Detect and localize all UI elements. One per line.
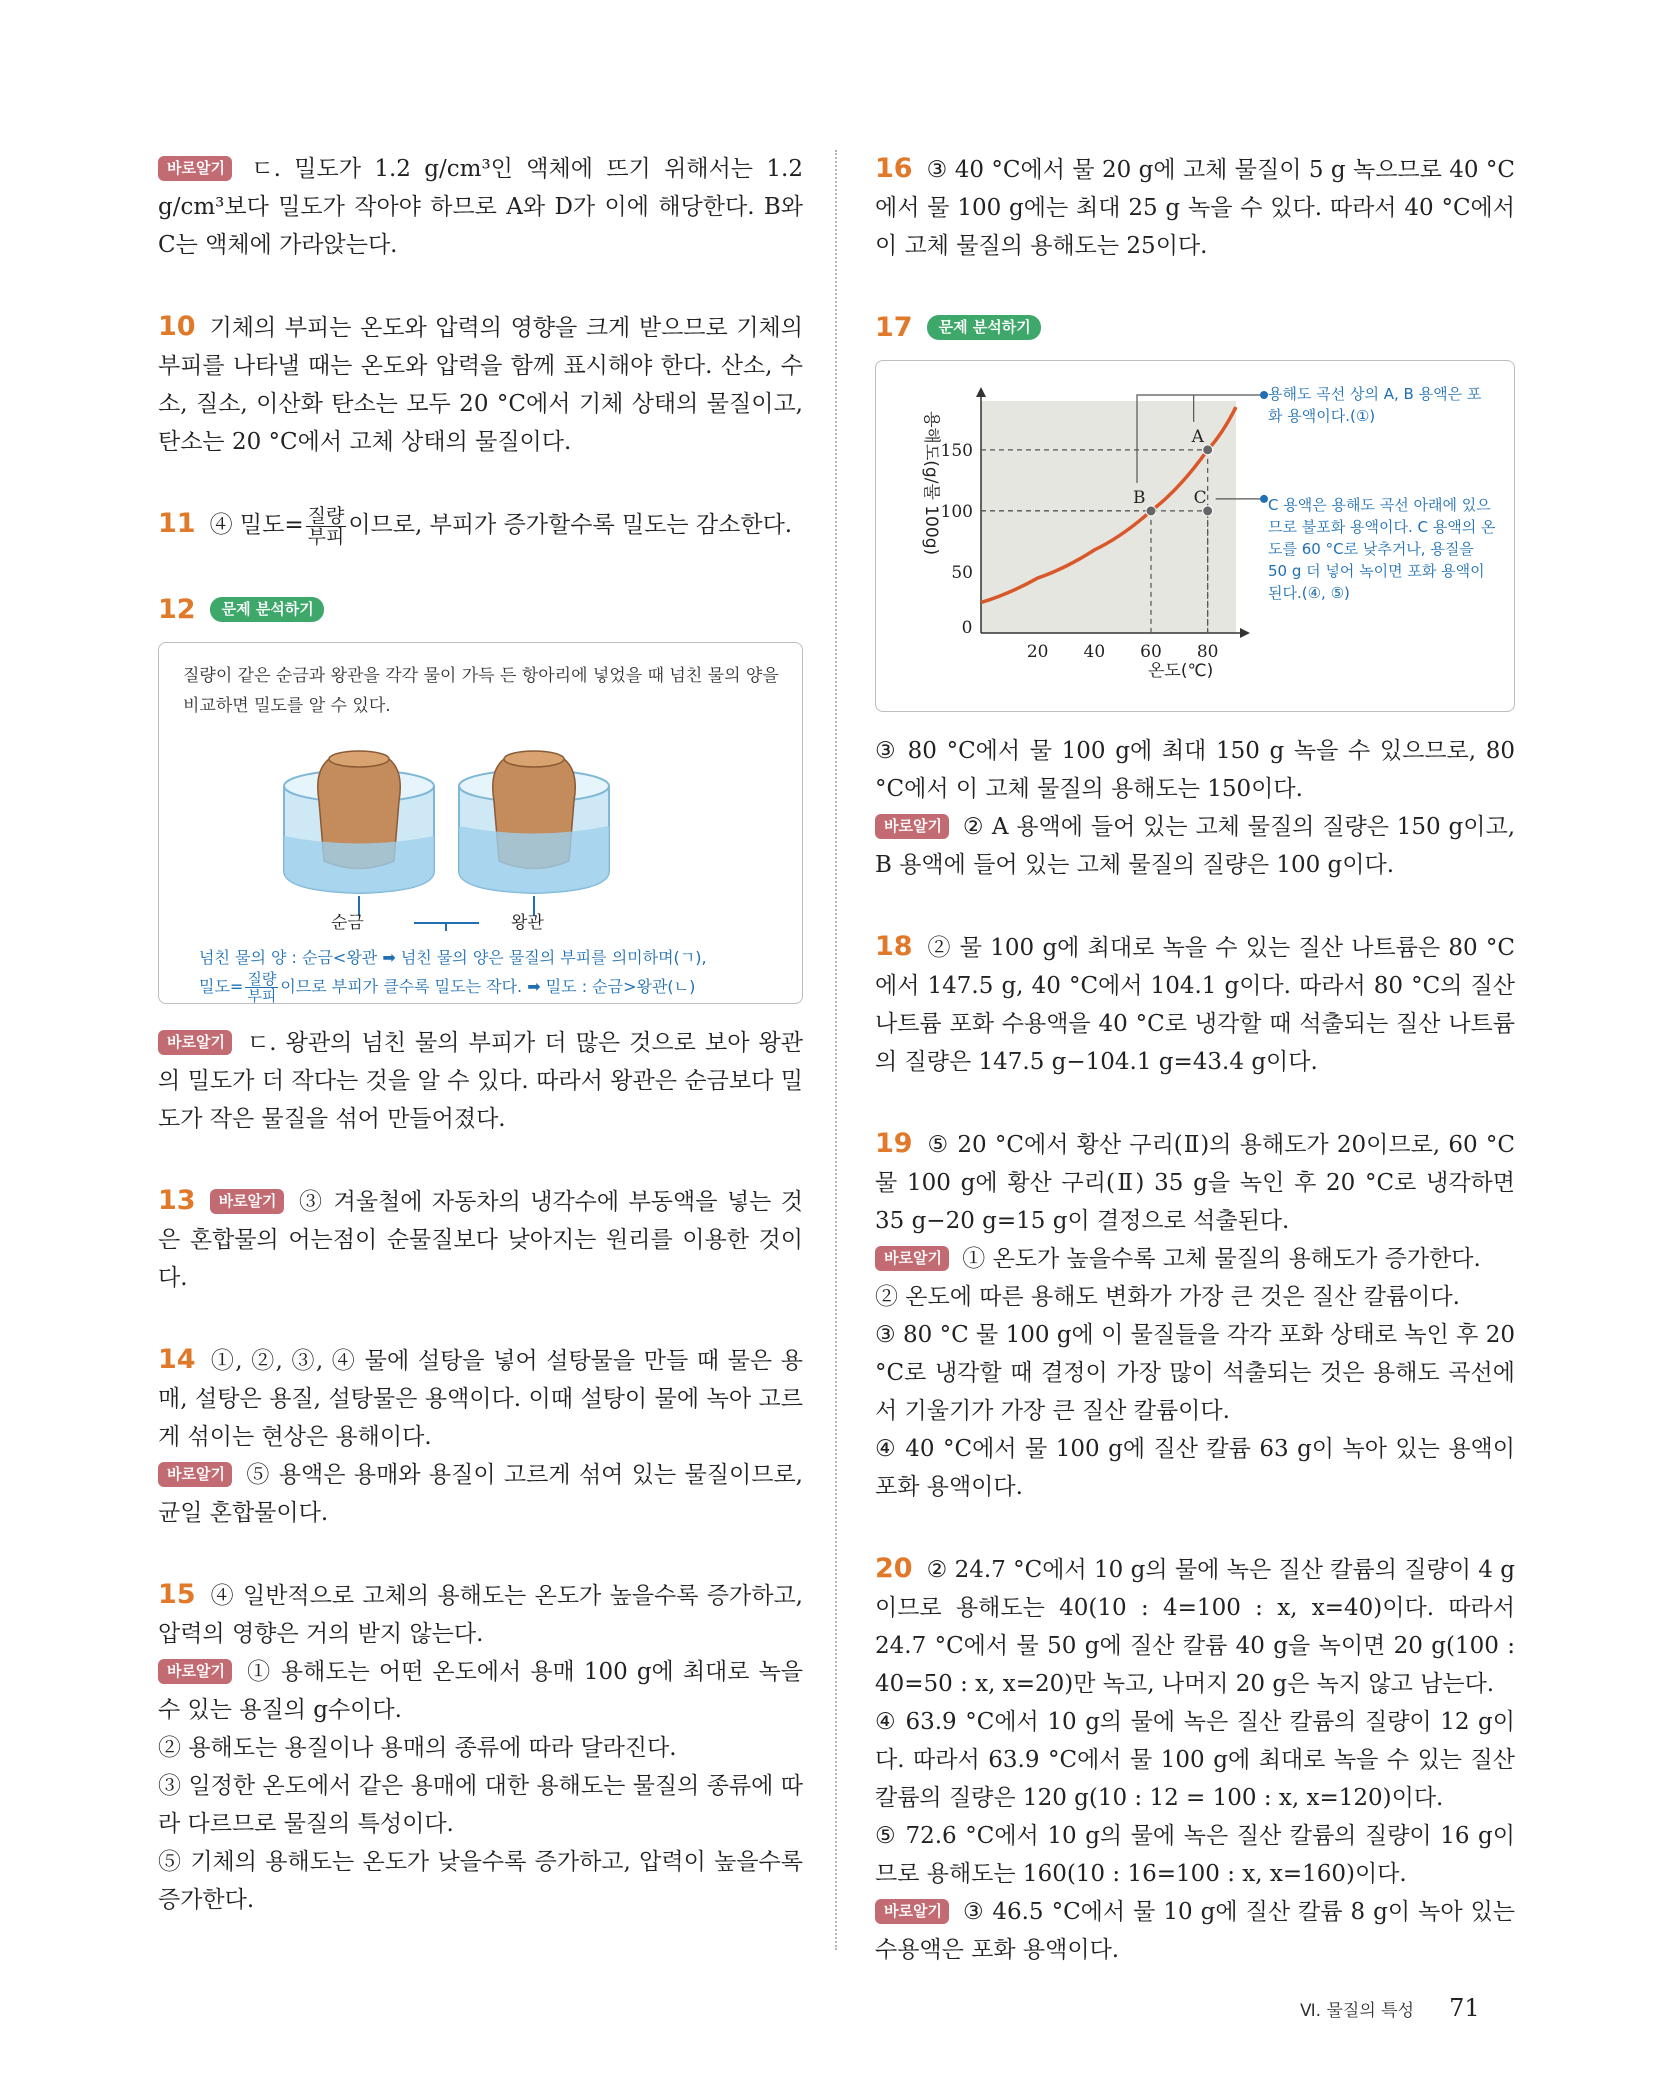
question-19 xyxy=(875,1125,1515,1506)
question-text: 이므로, 부피가 증가할수록 밀도는 감소한다. xyxy=(348,512,793,538)
fraction-denominator: 부피 xyxy=(307,525,345,548)
crown-label: 왕관 xyxy=(511,912,544,933)
explain-tag: 바로알기 xyxy=(158,1659,232,1684)
note-text: 이므로 부피가 클수록 밀도는 작다. ➡ 밀도 : 순금>왕관(ㄴ) xyxy=(280,976,696,996)
question-number: 15 xyxy=(158,1578,196,1610)
x-axis-arrow xyxy=(1240,628,1250,638)
question-20 xyxy=(875,1550,1515,1969)
y-axis-arrow xyxy=(976,387,986,397)
q15-explain-5: ⑤ 기체의 용해도는 온도가 낮을수록 증가하고, 압력이 높을수록 증가한다. xyxy=(158,1848,803,1913)
question-number: 14 xyxy=(158,1343,196,1375)
q19-explain-1: ① 온도가 높을수록 고체 물질의 용해도가 증가한다. xyxy=(962,1246,1481,1272)
question-number: 12 xyxy=(158,593,196,625)
left-column xyxy=(158,150,803,1963)
question-12 xyxy=(158,591,803,1138)
question-11 xyxy=(158,505,803,547)
fraction-numerator: 질량 xyxy=(247,969,277,988)
q19-explain-2: ② 온도에 따른 용해도 변화가 가장 큰 것은 질산 칼륨이다. xyxy=(875,1284,1460,1310)
q19-explain-3: ③ 80 °C 물 100 g에 이 물질들을 각각 포화 상태로 녹인 후 20 °C로 냉각할 때 결정이 가장 많이 석출되는 것은 용해도 곡선에서 기울기가 가장 큰 질산 칼륨이다. xyxy=(875,1322,1515,1424)
question-number: 18 xyxy=(875,931,913,962)
solubility-chart-box xyxy=(875,360,1515,712)
x-tick-label: 0 xyxy=(961,618,973,638)
explain-tag: 바로알기 xyxy=(875,814,949,839)
page-number: 71 xyxy=(1449,1994,1480,2022)
q12-explain-text: ㄷ. 왕관의 넘친 물의 부피가 더 많은 것으로 보아 왕관의 밀도가 더 작다는 것을 알 수 있다. 따라서 왕관은 순금보다 밀도가 작은 물질을 섞어 만들어졌다. xyxy=(158,1029,803,1132)
analysis-tag: 문제 분석하기 xyxy=(210,597,324,622)
leader-dot xyxy=(1260,391,1268,399)
x-tick-label: 40 xyxy=(1083,642,1106,662)
point-label-a: A xyxy=(1191,426,1204,447)
column-divider xyxy=(835,150,837,1950)
question-18 xyxy=(875,928,1515,1081)
q17-text: ③ 80 °C에서 물 100 g에 최대 150 g 녹을 수 있으므로, 80 °C에서 이 고체 물질의 용해도는 150이다. xyxy=(875,738,1515,802)
fraction-numerator: 질량 xyxy=(307,504,345,527)
question-text: ③ 40 °C에서 물 20 g에 고체 물질이 5 g 녹으므로 40 °C에서 물 100 g에는 최대 25 g 녹을 수 있다. 따라서 40 °C에서 이 고체 물질의 용해도는 25이다. xyxy=(875,157,1515,259)
point-a xyxy=(1203,445,1213,455)
question-text: ⑤ 20 °C에서 황산 구리(Ⅱ)의 용해도가 20이므로, 60 °C 물 100 g에 황산 구리(Ⅱ) 35 g을 녹인 후 20 °C로 냉각하면 35 g−20 g=15 g이 결정으로 석출된다. xyxy=(875,1132,1515,1234)
y-tick-label: 100 xyxy=(940,501,973,522)
q20-text-5: ⑤ 72.6 °C에서 10 g의 물에 녹은 질산 칼륨의 질량이 16 g이므로 용해도는 160(10 : 16=100 : x, x=160)이다. xyxy=(875,1823,1515,1887)
explain-tag: 바로알기 xyxy=(875,1899,949,1924)
question-number: 13 xyxy=(158,1184,196,1216)
question-16 xyxy=(875,150,1515,265)
q15-explain-2: ② 용해도는 용질이나 용매의 종류에 따라 달라진다. xyxy=(158,1734,677,1761)
q19-explain-4: ④ 40 °C에서 물 100 g에 질산 칼륨 63 g이 녹아 있는 용액이 포화 용액이다. xyxy=(875,1436,1515,1500)
question-number: 20 xyxy=(875,1553,913,1584)
box-text: 질량이 같은 순금과 왕관을 각각 물이 가득 든 항아리에 넣었을 때 넘친 물의 양을 비교하면 밀도를 알 수 있다. xyxy=(183,665,779,716)
question-number: 16 xyxy=(875,153,913,184)
gold-label: 순금 xyxy=(331,912,364,933)
density-fraction xyxy=(306,506,347,547)
q9-explanation xyxy=(158,150,803,264)
q14-explain-text: ⑤ 용액은 용매와 용질이 고르게 섞여 있는 물질이므로, 균일 혼합물이다. xyxy=(158,1461,803,1526)
note-text: 밀도= xyxy=(199,976,244,996)
crown-experiment-box xyxy=(158,642,803,1004)
x-tick-label: 20 xyxy=(1026,642,1049,662)
question-13 xyxy=(158,1182,803,1297)
question-text: ③ 겨울철에 자동차의 냉각수에 부동액을 넣는 것은 혼합물의 어는점이 순물질보다 낮아지는 원리를 이용한 것이다. xyxy=(158,1188,803,1291)
question-number: 19 xyxy=(875,1128,913,1159)
right-column xyxy=(875,150,1515,2013)
question-text: ④ 일반적으로 고체의 용해도는 온도가 높을수록 증가하고, 압력의 영향은 거의 받지 않는다. xyxy=(158,1582,803,1647)
point-label-c: C xyxy=(1193,487,1207,508)
chart-ylabel: 용해도(g/물 100g) xyxy=(921,411,941,556)
explain-tag: 바로알기 xyxy=(158,1030,232,1055)
question-text: ② 물 100 g에 최대로 녹을 수 있는 질산 나트륨은 80 °C에서 147.5 g, 40 °C에서 104.1 g이다. 따라서 80 °C의 질산 나트륨 포화 수용액을 40 °C로 냉각할 때 석출되는 질산 나트륨의 질량은 147.5 g−104.1 g=43.4 g이다. xyxy=(875,935,1515,1075)
x-tick-label: 80 xyxy=(1196,642,1219,662)
box-note-1: 넘친 물의 양 : 순금<왕관 ➡ 넘친 물의 양은 물질의 부피를 의미하며(ㄱ), xyxy=(199,947,707,967)
y-tick-label: 50 xyxy=(951,562,973,583)
x-tick-label: 60 xyxy=(1140,642,1162,662)
leader-dot xyxy=(1260,495,1268,503)
question-text: 기체의 부피는 온도와 압력의 영향을 크게 받으므로 기체의 부피를 나타낼 때는 온도와 압력을 함께 표시해야 한다. 산소, 수소, 질소, 이산화 탄소는 모두 20 °C에서 기체 상태의 물질이고, 탄소는 20 °C에서 고체 상태의 물질이다. xyxy=(158,315,803,455)
question-text: ② 24.7 °C에서 10 g의 물에 녹은 질산 칼륨의 질량이 4 g이므로 용해도는 40(10 : 4=100 : x, x=40)이다. 따라서 24.7 °C에서 물 50 g에 질산 칼륨 40 g을 녹이면 20 g(100 : 40=50 : x, x=20)만 녹고, 나머지 20 g은 녹지 않고 남는다. xyxy=(875,1557,1515,1697)
explain-tag: 바로알기 xyxy=(158,156,232,181)
question-text: ①, ②, ③, ④ 물에 설탕을 넣어 설탕물을 만들 때 물은 용매, 설탕은 용질, 설탕물은 용액이다. 이때 설탕이 물에 녹아 고르게 섞이는 현상은 용해이다. xyxy=(158,1347,803,1450)
q15-explain-3: ③ 일정한 온도에서 같은 용매에 대한 용해도는 물질의 종류에 따라 다르므로 물질의 특성이다. xyxy=(158,1772,803,1837)
explain-tag: 바로알기 xyxy=(210,1189,284,1214)
gold-basin xyxy=(284,751,434,893)
q9-explain-text: ㄷ. 밀도가 1.2 g/cm³인 액체에 뜨기 위해서는 1.2 g/cm³보다 밀도가 작아야 하므로 A와 D가 이에 해당한다. B와 C는 액체에 가라앉는다. xyxy=(158,156,803,258)
analysis-tag: 문제 분석하기 xyxy=(927,315,1041,340)
crown-experiment-illustration xyxy=(159,731,804,931)
y-tick-label: 150 xyxy=(940,440,973,461)
question-17 xyxy=(875,309,1515,884)
question-15 xyxy=(158,1576,803,1919)
q20-text-4: ④ 63.9 °C에서 10 g의 물에 녹은 질산 칼륨의 질량이 12 g이다. 따라서 63.9 °C에서 물 100 g에 최대로 녹을 수 있는 질산 칼륨의 질량은 120 g(10 : 12 = 100 : x, x=120)이다. xyxy=(875,1709,1515,1811)
question-number: 11 xyxy=(158,508,196,539)
question-text: ④ 밀도= xyxy=(209,512,304,538)
point-label-b: B xyxy=(1133,487,1146,508)
point-b xyxy=(1146,506,1156,516)
density-fraction xyxy=(245,971,278,1004)
chapter-title: Ⅵ. 물질의 특성 xyxy=(1300,2001,1415,2021)
question-number: 17 xyxy=(875,312,913,343)
q17-explain-text: ② A 용액에 들어 있는 고체 물질의 질량은 150 g이고, B 용액에 들어 있는 고체 물질의 질량은 100 g이다. xyxy=(875,814,1516,878)
question-number: 10 xyxy=(158,311,196,342)
q20-explain-text: ③ 46.5 °C에서 물 10 g에 질산 칼륨 8 g이 녹아 있는 수용액은 포화 용액이다. xyxy=(875,1899,1516,1963)
explain-tag: 바로알기 xyxy=(875,1246,949,1271)
chart-xlabel: 온도(℃) xyxy=(1148,661,1214,681)
crown-basin xyxy=(459,751,609,893)
q15-explain-1: ① 용해도는 어떤 온도에서 용매 100 g에 최대로 녹을 수 있는 용질의 g수이다. xyxy=(158,1658,804,1723)
question-14 xyxy=(158,1341,803,1532)
question-10 xyxy=(158,308,803,461)
page-footer xyxy=(1300,1994,1515,2022)
note-unsaturated: C 용액은 용해도 곡선 아래에 있으므로 불포화 용액이다. C 용액의 온도를 60 °C로 낮추거나, 용질을 50 g 더 넣어 녹이면 포화 용액이 된다.(④, ⑤) xyxy=(1268,496,1496,602)
note-saturated: 용해도 곡선 상의 A, B 용액은 포화 용액이다.(①) xyxy=(1268,385,1482,425)
box-note-2 xyxy=(199,971,799,1004)
fraction-denominator: 부피 xyxy=(247,986,277,1005)
explain-tag: 바로알기 xyxy=(158,1462,232,1487)
